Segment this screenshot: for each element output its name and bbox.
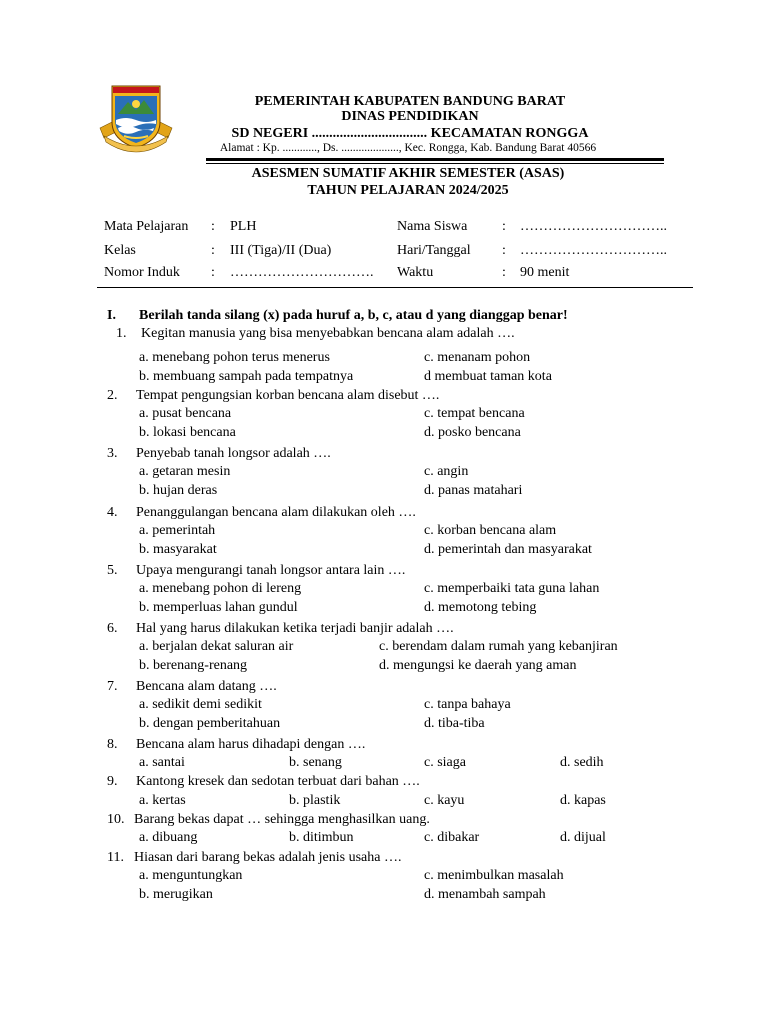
academic-year: TAHUN PELAJARAN 2024/2025 bbox=[307, 183, 509, 198]
option-c: c. menanam pohon bbox=[424, 350, 531, 365]
option-b: b. membuang sampah pada tempatnya bbox=[139, 369, 354, 384]
option-a: a. berjalan dekat saluran air bbox=[139, 639, 294, 654]
option-a: a. pusat bencana bbox=[139, 406, 232, 421]
header-divider-thin bbox=[206, 163, 664, 164]
question-number: 5. bbox=[107, 563, 118, 578]
option-a: a. santai bbox=[139, 755, 185, 770]
option-d: d. kapas bbox=[560, 793, 606, 808]
option-d: d. menambah sampah bbox=[424, 887, 546, 902]
option-d: d. posko bencana bbox=[424, 425, 521, 440]
label-student-name: Nama Siswa bbox=[397, 219, 468, 234]
option-d: d. tiba-tiba bbox=[424, 716, 485, 731]
option-a: a. menebang pohon terus menerus bbox=[139, 350, 330, 365]
question-text: Bencana alam datang …. bbox=[136, 679, 277, 694]
option-c: c. menimbulkan masalah bbox=[424, 868, 564, 883]
option-a: a. getaran mesin bbox=[139, 464, 231, 479]
colon: : bbox=[211, 243, 215, 258]
label-subject: Mata Pelajaran bbox=[104, 219, 189, 234]
colon: : bbox=[502, 243, 506, 258]
option-b: b. masyarakat bbox=[139, 542, 217, 557]
option-b: b. lokasi bencana bbox=[139, 425, 236, 440]
option-c: c. siaga bbox=[424, 755, 466, 770]
question-text: Hiasan dari barang bekas adalah jenis usaha …. bbox=[134, 850, 402, 865]
option-b: b. senang bbox=[289, 755, 342, 770]
label-student-id: Nomor Induk bbox=[104, 265, 180, 280]
option-c: c. tempat bencana bbox=[424, 406, 525, 421]
option-c: c. angin bbox=[424, 464, 469, 479]
question-number: 7. bbox=[107, 679, 118, 694]
option-c: c. dibakar bbox=[424, 830, 480, 845]
option-d: d. pemerintah dan masyarakat bbox=[424, 542, 592, 557]
header-department: DINAS PENDIDIKAN bbox=[341, 109, 479, 124]
option-b: b. memperluas lahan gundul bbox=[139, 600, 298, 615]
label-time: Waktu bbox=[397, 265, 434, 280]
section-instruction: Berilah tanda silang (x) pada huruf a, b, c, atau d yang dianggap benar! bbox=[139, 308, 568, 323]
option-d: d. panas matahari bbox=[424, 483, 523, 498]
colon: : bbox=[502, 219, 506, 234]
option-d: d membuat taman kota bbox=[424, 369, 552, 384]
question-text: Upaya mengurangi tanah longsor antara lain …. bbox=[136, 563, 406, 578]
option-a: a. dibuang bbox=[139, 830, 198, 845]
label-date: Hari/Tanggal bbox=[397, 243, 471, 258]
option-c: c. korban bencana alam bbox=[424, 523, 557, 538]
question-number: 4. bbox=[107, 505, 118, 520]
question-text: Kantong kresek dan sedotan terbuat dari bahan …. bbox=[136, 774, 420, 789]
question-text: Tempat pengungsian korban bencana alam disebut …. bbox=[136, 388, 440, 403]
value-class: III (Tiga)/II (Dua) bbox=[230, 243, 332, 258]
value-student-id: …………………………. bbox=[230, 265, 374, 280]
option-b: b. hujan deras bbox=[139, 483, 218, 498]
option-a: a. kertas bbox=[139, 793, 186, 808]
value-date: ………………………….. bbox=[520, 243, 667, 258]
option-c: c. kayu bbox=[424, 793, 465, 808]
option-b: b. ditimbun bbox=[289, 830, 354, 845]
question-number: 6. bbox=[107, 621, 118, 636]
label-class: Kelas bbox=[104, 243, 136, 258]
option-d: d. dijual bbox=[560, 830, 606, 845]
colon: : bbox=[502, 265, 506, 280]
exam-title: ASESMEN SUMATIF AKHIR SEMESTER (ASAS) bbox=[251, 166, 565, 181]
colon: : bbox=[211, 219, 215, 234]
question-text: Kegitan manusia yang bisa menyebabkan bencana alam adalah …. bbox=[141, 326, 515, 341]
header-address: Alamat : Kp. ............, Ds. ...................., Kec. Rongga, Kab. Bandung Barat 40566 bbox=[219, 142, 597, 154]
question-text: Penyebab tanah longsor adalah …. bbox=[136, 446, 331, 461]
question-number: 2. bbox=[107, 388, 118, 403]
option-b: b. berenang-renang bbox=[139, 658, 248, 673]
option-b: b. merugikan bbox=[139, 887, 213, 902]
option-d: d. sedih bbox=[560, 755, 604, 770]
question-number: 1. bbox=[116, 326, 127, 341]
question-text: Bencana alam harus dihadapi dengan …. bbox=[136, 737, 366, 752]
header-government: PEMERINTAH KABUPATEN BANDUNG BARAT bbox=[254, 94, 566, 109]
question-text: Barang bekas dapat … sehingga menghasilkan uang. bbox=[134, 812, 430, 827]
info-divider bbox=[97, 287, 693, 288]
option-b: b. plastik bbox=[289, 793, 341, 808]
question-number: 8. bbox=[107, 737, 118, 752]
value-student-name: ………………………….. bbox=[520, 219, 667, 234]
question-number: 10. bbox=[107, 812, 125, 827]
header-school: SD NEGERI ................................. KECAMATAN RONGGA bbox=[231, 126, 589, 141]
option-c: c. memperbaiki tata guna lahan bbox=[424, 581, 600, 596]
option-a: a. pemerintah bbox=[139, 523, 216, 538]
option-b: b. dengan pemberitahuan bbox=[139, 716, 281, 731]
question-text: Penanggulangan bencana alam dilakukan oleh …. bbox=[136, 505, 416, 520]
option-a: a. menguntungkan bbox=[139, 868, 243, 883]
value-subject: PLH bbox=[230, 219, 257, 234]
question-number: 9. bbox=[107, 774, 118, 789]
option-a: a. sedikit demi sedikit bbox=[139, 697, 262, 712]
option-d: d. memotong tebing bbox=[424, 600, 537, 615]
option-a: a. menebang pohon di lereng bbox=[139, 581, 302, 596]
question-text: Hal yang harus dilakukan ketika terjadi banjir adalah …. bbox=[136, 621, 454, 636]
value-time: 90 menit bbox=[520, 265, 570, 280]
option-d: d. mengungsi ke daerah yang aman bbox=[379, 658, 577, 673]
header-divider-thick bbox=[206, 158, 664, 161]
colon: : bbox=[211, 265, 215, 280]
question-number: 11. bbox=[107, 850, 124, 865]
option-c: c. tanpa bahaya bbox=[424, 697, 511, 712]
question-number: 3. bbox=[107, 446, 118, 461]
option-c: c. berendam dalam rumah yang kebanjiran bbox=[379, 639, 618, 654]
section-number: I. bbox=[107, 308, 116, 323]
